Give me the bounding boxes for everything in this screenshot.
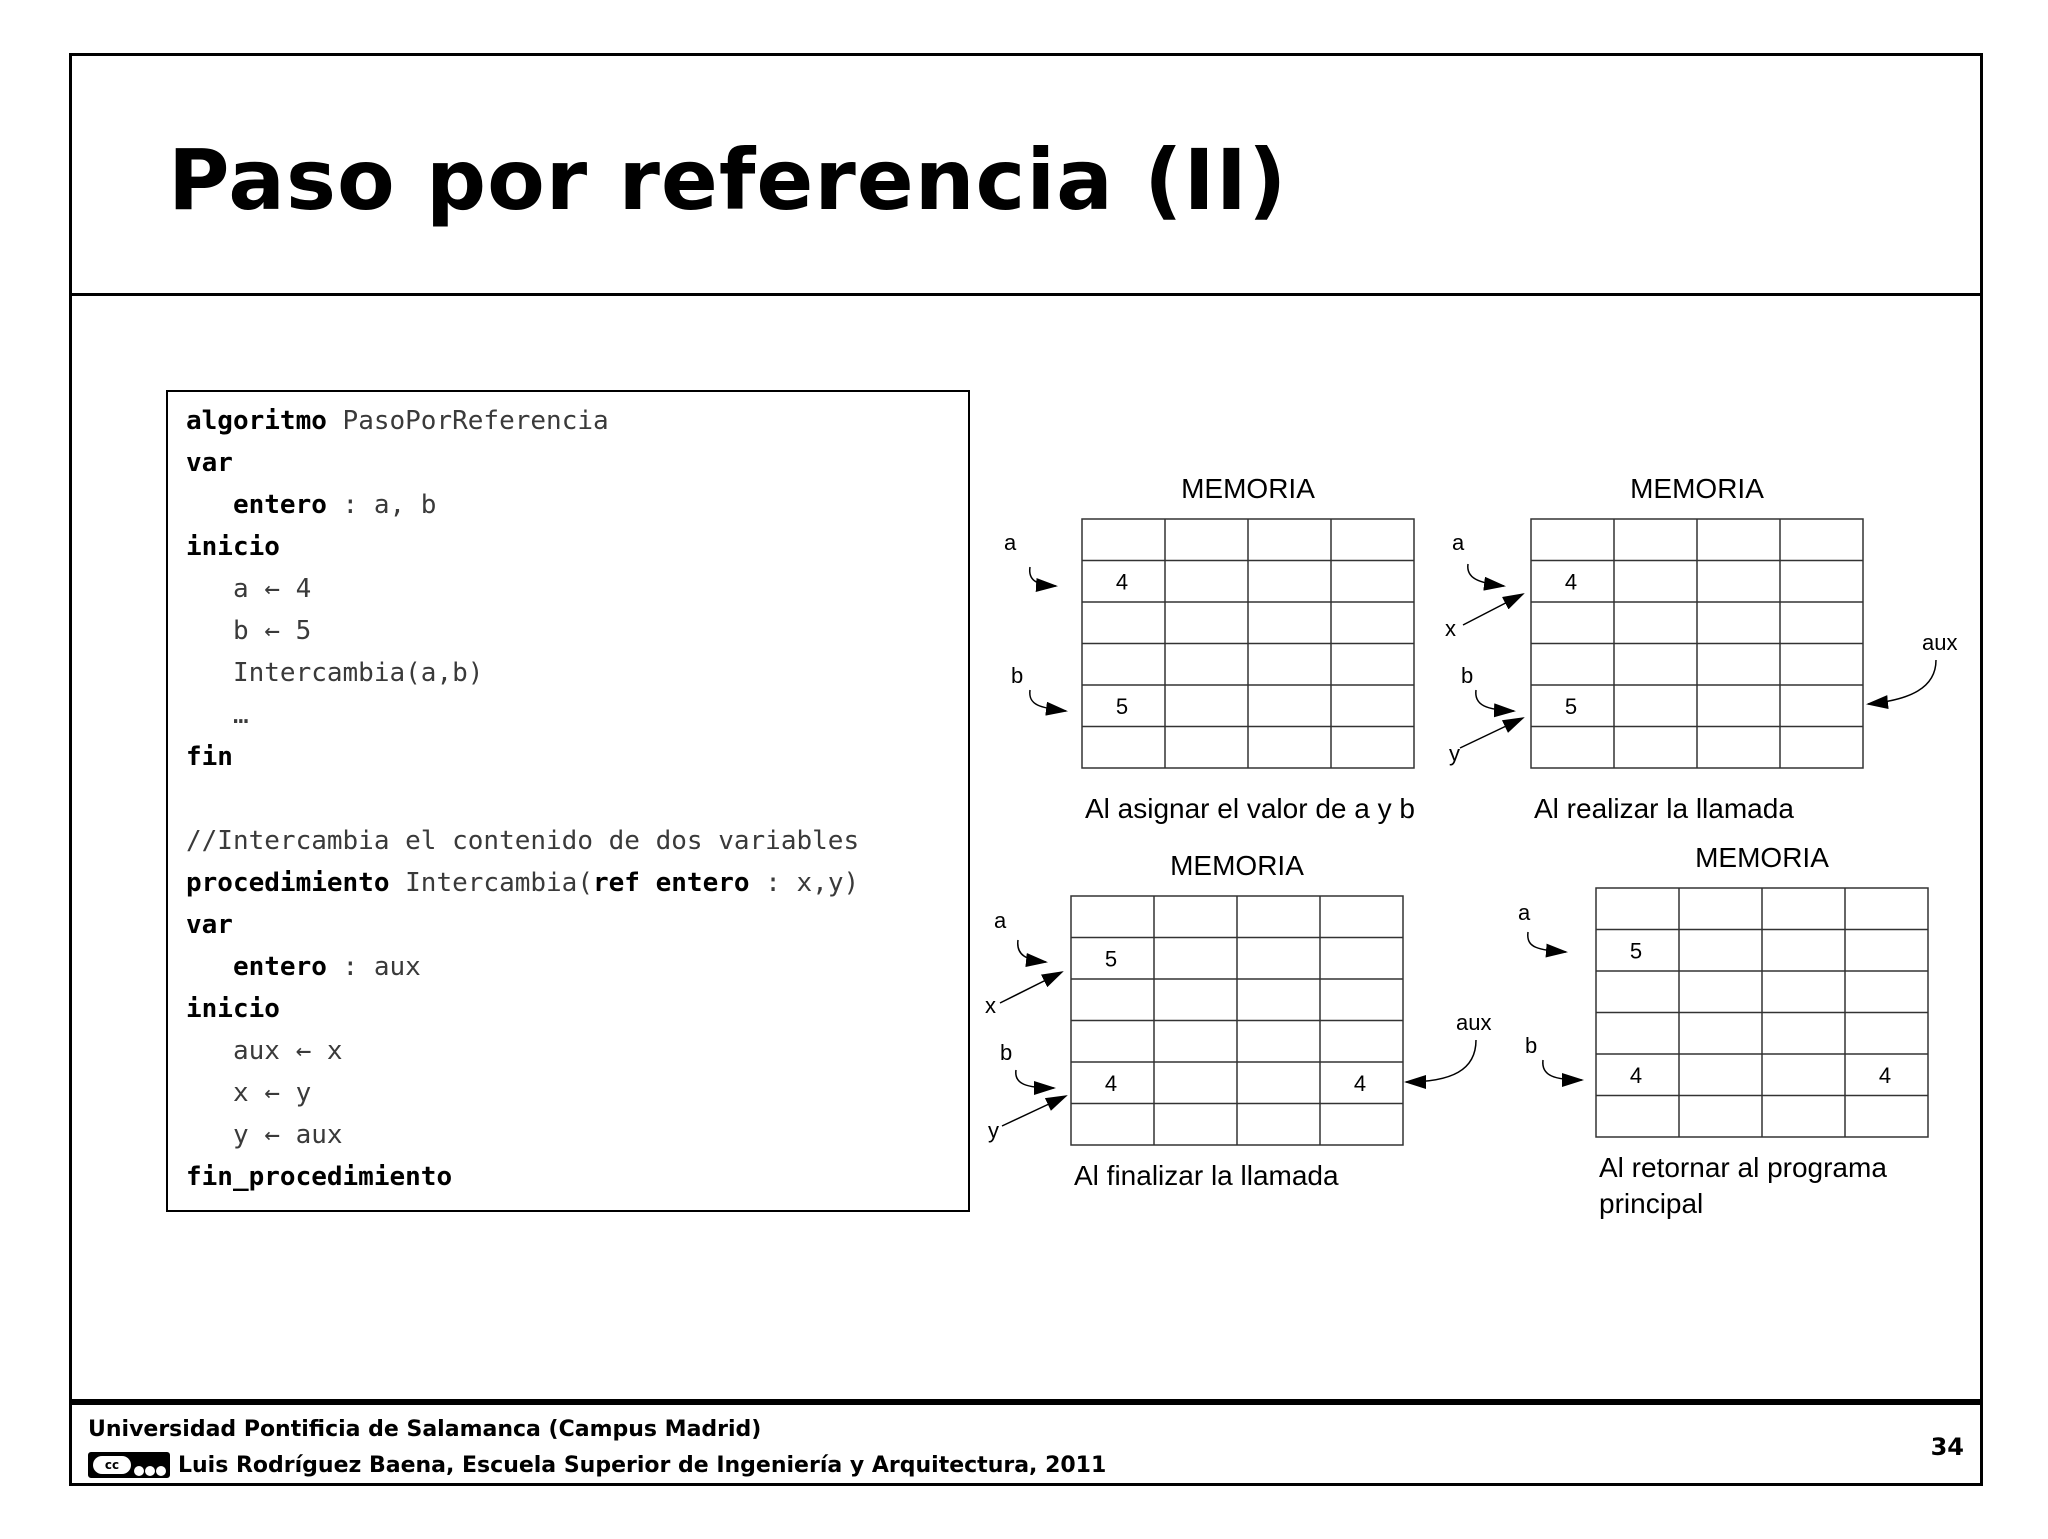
- pointer-arrow-y: [1460, 718, 1523, 748]
- pointer-label-a: a: [1518, 900, 1531, 925]
- pointer-arrow-a: [1528, 932, 1566, 952]
- code-keyword: entero: [232, 490, 327, 520]
- code-keyword: procedimiento: [186, 868, 390, 898]
- diagram-caption: principal: [1599, 1188, 1704, 1219]
- memory-diagram: [1004, 473, 1415, 824]
- diagram-caption: Al realizar la llamada: [1534, 793, 1794, 824]
- pointer-arrow-b: [1543, 1060, 1582, 1080]
- page-title: Paso por referencia (II): [168, 131, 1288, 229]
- code-keyword: algoritmo: [186, 406, 327, 436]
- code-keyword: var: [186, 448, 233, 478]
- code-text: Intercambia(: [389, 868, 593, 898]
- pointer-label-a: a: [994, 908, 1007, 933]
- memoria-heading: MEMORIA: [1170, 850, 1304, 881]
- pointer-label-aux: aux: [1922, 630, 1958, 655]
- memory-cell-value: 4: [1629, 1063, 1643, 1088]
- code-keyword: inicio: [186, 532, 280, 562]
- memory-cell-value: 4: [1564, 569, 1578, 595]
- code-text: Intercambia(a,b): [186, 658, 484, 688]
- pointer-arrow-x: [1000, 972, 1062, 1003]
- pointer-arrow-b: [1476, 690, 1514, 711]
- pointer-arrow-aux: [1406, 1040, 1476, 1082]
- memoria-heading: MEMORIA: [1695, 842, 1829, 873]
- pointer-label-b: b: [1525, 1033, 1538, 1058]
- pointer-arrow-b: [1030, 690, 1066, 711]
- pointer-arrow-a: [1018, 940, 1046, 962]
- diagram-caption: Al asignar el valor de a y b: [1085, 793, 1415, 824]
- memory-cell-value: 4: [1878, 1063, 1892, 1088]
- memoria-heading: MEMORIA: [1630, 473, 1764, 504]
- code-text: x ← y: [186, 1078, 312, 1108]
- memory-cell-value: 4: [1115, 569, 1129, 595]
- cc-license-icon: cc: [88, 1452, 170, 1478]
- code-text: PasoPorReferencia: [326, 406, 609, 436]
- memory-cell-value: 5: [1104, 946, 1118, 972]
- pointer-label-y: y: [1449, 741, 1460, 766]
- code-text: : aux: [326, 952, 421, 982]
- memory-cell-value: 5: [1629, 938, 1643, 964]
- code-text: …: [186, 700, 249, 730]
- pointer-label-a: a: [1004, 530, 1017, 555]
- code-keyword: ref entero: [593, 868, 750, 898]
- pointer-arrow-a: [1468, 564, 1504, 586]
- memory-cell-value: 5: [1115, 694, 1129, 719]
- code-text: : x,y): [749, 868, 860, 898]
- memory-diagram: [1518, 842, 1928, 1219]
- memory-diagram: [1445, 473, 1957, 824]
- pointer-arrow-aux: [1868, 660, 1936, 704]
- code-keyword: var: [186, 910, 233, 940]
- memory-cell-value: 4: [1104, 1071, 1118, 1096]
- memory-cell-value: 4: [1353, 1071, 1367, 1096]
- footer-author: Luis Rodríguez Baena, Escuela Superior de Ingeniería y Arquitectura, 2011: [178, 1452, 1107, 1478]
- pointer-label-b: b: [1011, 663, 1024, 688]
- code-keyword: entero: [232, 952, 327, 982]
- pointer-arrow-a: [1030, 567, 1056, 586]
- pointer-label-b: b: [1000, 1040, 1013, 1065]
- pointer-label-a: a: [1452, 530, 1465, 555]
- code-keyword: inicio: [186, 994, 280, 1024]
- pointer-label-aux: aux: [1456, 1010, 1492, 1035]
- pointer-arrow-x: [1463, 594, 1523, 625]
- diagram-caption: Al retornar al programa: [1599, 1152, 1887, 1183]
- memory-diagram: [985, 850, 1491, 1191]
- code-text: : a, b: [326, 490, 437, 520]
- code-text: y ← aux: [186, 1120, 343, 1150]
- pointer-arrow-y: [1002, 1096, 1066, 1126]
- code-keyword: fin: [186, 742, 233, 772]
- memoria-heading: MEMORIA: [1181, 473, 1315, 504]
- pointer-arrow-b: [1016, 1070, 1054, 1088]
- memory-cell-value: 5: [1564, 694, 1578, 719]
- diagram-caption: Al finalizar la llamada: [1074, 1160, 1339, 1191]
- code-text: b ← 5: [186, 616, 312, 646]
- code-text: a ← 4: [186, 574, 312, 604]
- pointer-label-x: x: [985, 993, 996, 1018]
- pointer-label-y: y: [988, 1118, 999, 1143]
- page-number: 34: [1930, 1433, 1964, 1461]
- pointer-label-x: x: [1445, 616, 1456, 641]
- pointer-label-b: b: [1461, 663, 1474, 688]
- footer-institution: Universidad Pontificia de Salamanca (Campus Madrid): [88, 1417, 762, 1442]
- code-text: aux ← x: [186, 1036, 343, 1066]
- code-keyword: fin_procedimiento: [186, 1162, 453, 1192]
- code-text: //Intercambia el contenido de dos variables: [186, 826, 860, 856]
